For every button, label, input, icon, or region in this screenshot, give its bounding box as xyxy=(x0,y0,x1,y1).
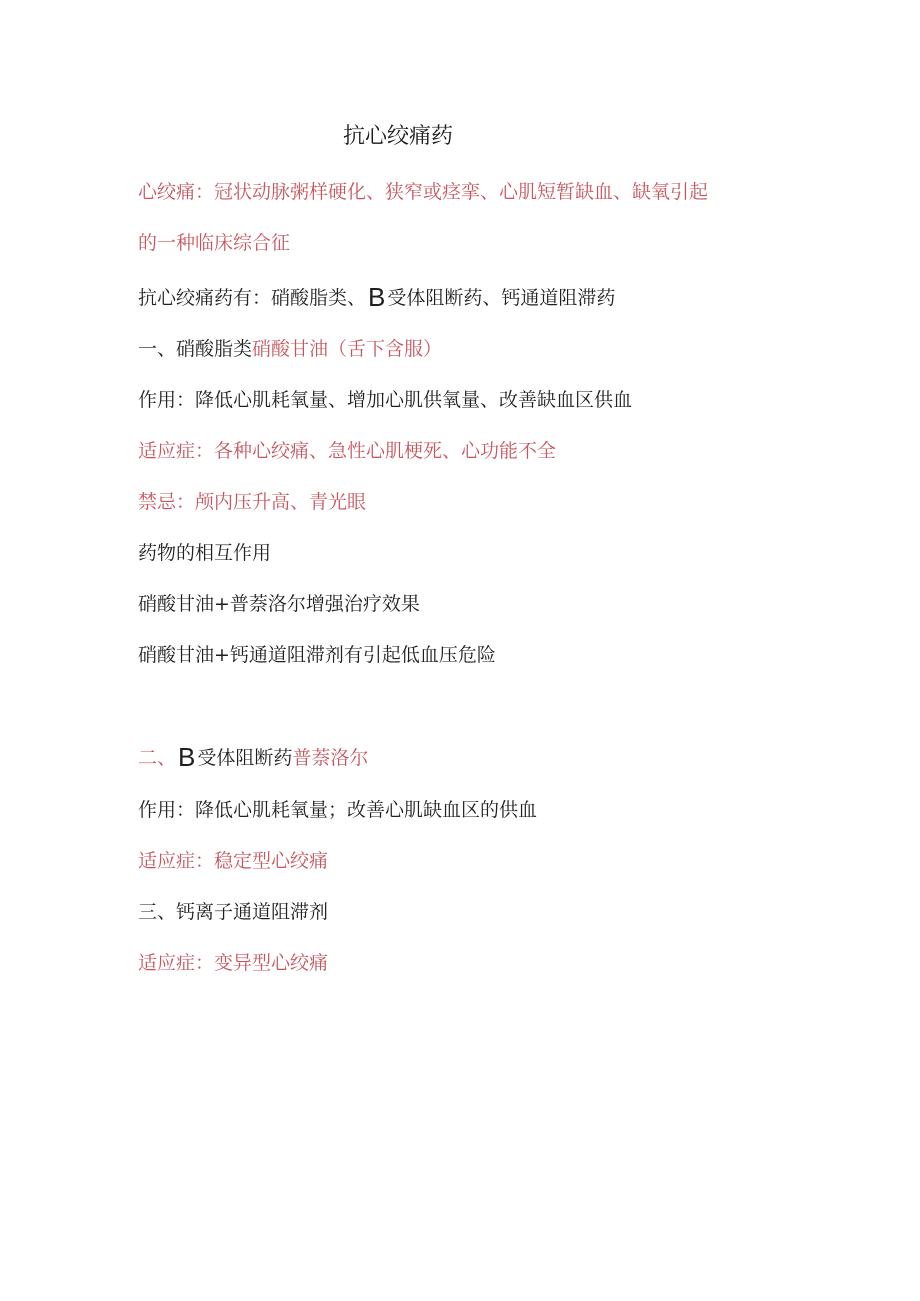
section2-drug: 普萘洛尔 xyxy=(292,747,369,769)
section2-heading-suffix: 受体阻断药 xyxy=(197,747,293,769)
interaction-item-2: 硝酸甘油+钙通道阻滞剂有引起低血压危险 xyxy=(138,644,496,666)
beta-symbol: B xyxy=(368,282,386,312)
section1-contraindication: 禁忌：颅内压升高、青光眼 xyxy=(138,491,367,513)
section2-action: 作用：降低心肌耗氧量；改善心肌缺血区的供血 xyxy=(138,799,538,821)
section3-indication: 适应症：变异型心绞痛 xyxy=(138,952,329,974)
section2-heading-line xyxy=(138,744,368,771)
section1-heading-line xyxy=(138,336,442,362)
section2-indication: 适应症：稳定型心绞痛 xyxy=(138,850,329,872)
beta-symbol: B xyxy=(178,742,196,772)
section1-heading: 一、硝酸脂类 xyxy=(138,338,253,360)
section1-drug: 硝酸甘油（舌下含服） xyxy=(252,338,443,360)
interaction-item-1: 硝酸甘油+普萘洛尔增强治疗效果 xyxy=(138,593,420,615)
section1-indication: 适应症：各种心绞痛、急性心肌梗死、心功能不全 xyxy=(138,440,557,462)
drug-classes-suffix: 受体阻断药、钙通道阻滞药 xyxy=(387,287,616,309)
angina-definition-line1: 心绞痛：冠状动脉粥样硬化、狭窄或痉挛、心肌短暂缺血、缺氧引起 xyxy=(138,181,709,203)
section2-heading-prefix: 二、 xyxy=(138,747,177,769)
section1-action: 作用：降低心肌耗氧量、增加心肌供氧量、改善缺血区供血 xyxy=(138,389,633,411)
drug-classes-prefix: 抗心绞痛药有：硝酸脂类、 xyxy=(138,287,367,309)
section3-heading: 三、钙离子通道阻滞剂 xyxy=(138,901,329,923)
drug-classes-line xyxy=(138,284,615,311)
angina-definition-line2: 的一种临床综合征 xyxy=(138,232,291,254)
page-title: 抗心绞痛药 xyxy=(343,124,454,149)
interaction-title: 药物的相互作用 xyxy=(138,542,272,564)
